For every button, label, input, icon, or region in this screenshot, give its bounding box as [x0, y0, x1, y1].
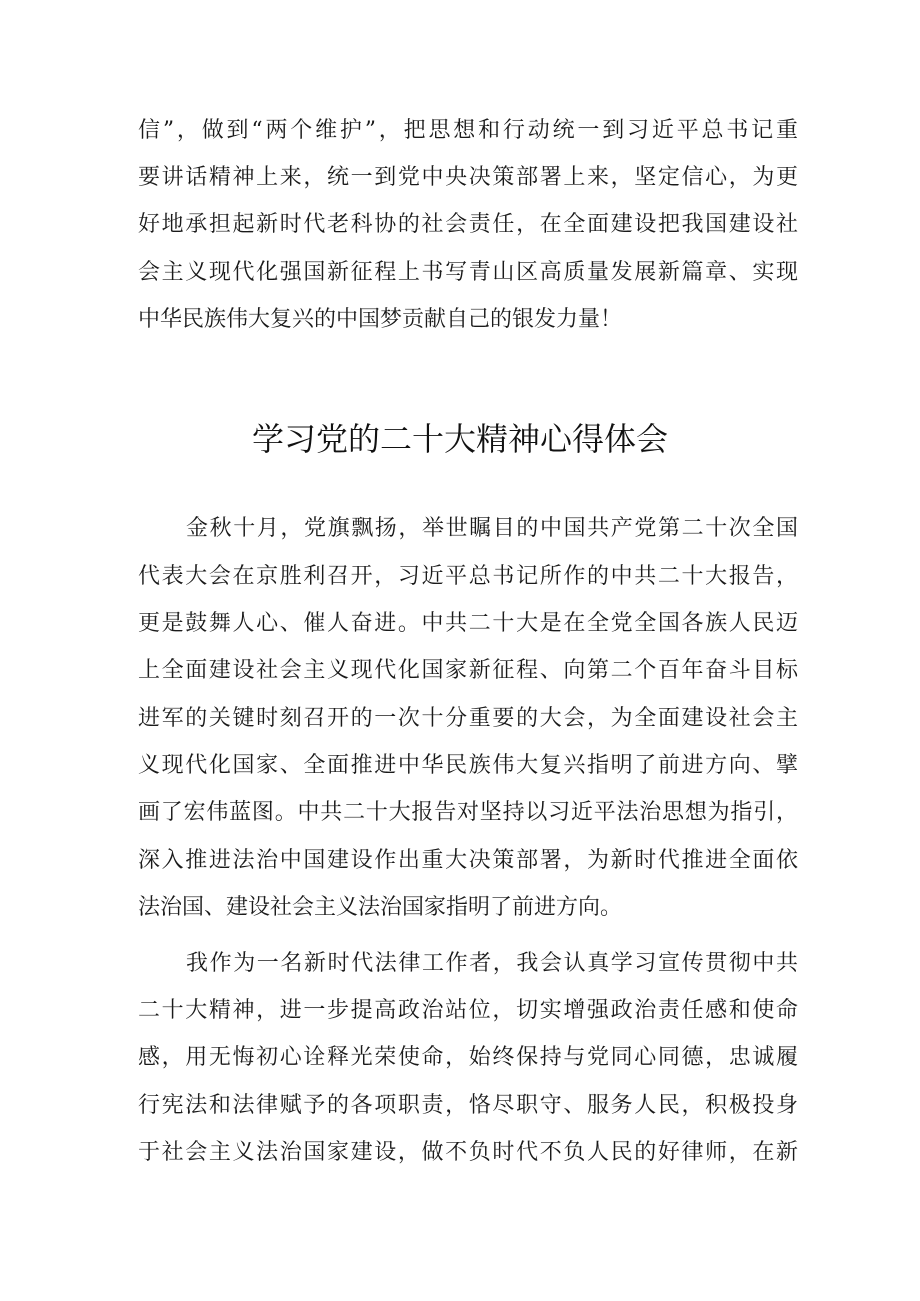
text-line: 于社会主义法治国家建设，做不负时代不负人民的好律师，在新 [138, 1140, 798, 1165]
text-line: 中华民族伟大复兴的中国梦贡献自己的银发力量！ [138, 307, 623, 332]
text-line: 要讲话精神上来，统一到党中央决策部署上来，坚定信心，为更 [138, 165, 798, 190]
text-line: 法治国、建设社会主义法治国家指明了前进方向。 [138, 895, 623, 920]
text-line: 代表大会在京胜利召开，习近平总书记所作的中共二十大报告， [138, 564, 798, 589]
text-line: 上全面建设社会主义现代化国家新征程、向第二个百年奋斗目标 [138, 658, 798, 683]
text-line: 画了宏伟蓝图。中共二十大报告对坚持以习近平法治思想为指引， [138, 800, 798, 825]
text-line: 好地承担起新时代老科协的社会责任，在全面建设把我国建设社 [138, 212, 798, 237]
text-line: 金秋十月，党旗飘扬，举世瞩目的中国共产党第二十次全国 [186, 516, 798, 541]
text-line: 更是鼓舞人心、催人奋进。中共二十大是在全党全国各族人民迈 [138, 611, 798, 636]
text-line: 进军的关键时刻召开的一次十分重要的大会，为全面建设社会主 [138, 706, 798, 731]
article-title: 学习党的二十大精神心得体会 [251, 420, 668, 458]
text-line: 我作为一名新时代法律工作者，我会认真学习宣传贯彻中共 [186, 951, 798, 976]
text-line: 行宪法和法律赋予的各项职责，恪尽职守、服务人民，积极投身 [138, 1093, 798, 1118]
text-line: 感，用无悔初心诠释光荣使命，始终保持与党同心同德，忠诚履 [138, 1045, 798, 1070]
text-line: 信”，做到“两个维护”，把思想和行动统一到习近平总书记重 [138, 118, 798, 143]
text-line: 二十大精神，进一步提高政治站位，切实增强政治责任感和使命 [138, 998, 798, 1023]
text-line: 义现代化国家、全面推进中华民族伟大复兴指明了前进方向、擘 [138, 753, 798, 778]
text-line: 深入推进法治中国建设作出重大决策部署，为新时代推进全面依 [138, 848, 798, 873]
text-line: 会主义现代化强国新征程上书写青山区高质量发展新篇章、实现 [138, 260, 798, 285]
